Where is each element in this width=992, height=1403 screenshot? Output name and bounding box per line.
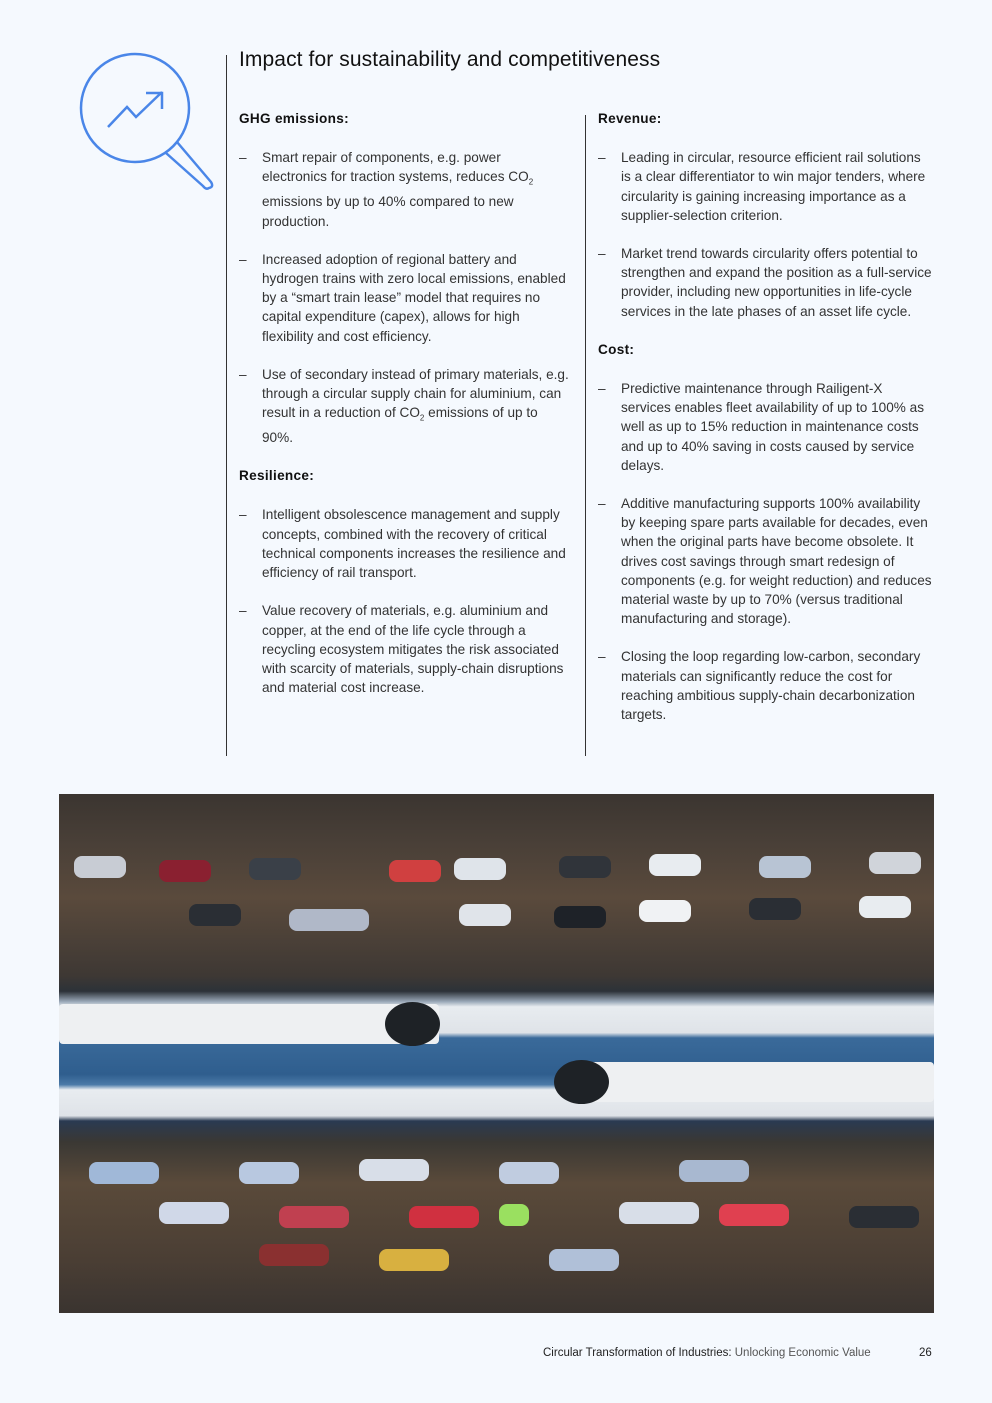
magnifier-trend-up-icon: [78, 52, 218, 192]
divider-middle: [585, 115, 586, 756]
section-heading-resilience: Resilience:: [239, 468, 315, 484]
aerial-photo-train-traffic: [59, 794, 934, 1313]
list-item: – Value recovery of materials, e.g. aluminium and copper, at the end of the life cycle through a recycling ecosystem mitigates the risk associated with scarcity of materials, supply-chain disruptions and material cost increase.: [239, 603, 564, 696]
list-item: – Smart repair of components, e.g. power electronics for traction systems, reduces $CO_2$ emissions by up to 40% compared to new production.: [239, 150, 534, 229]
page-title: Impact for sustainability and competitiveness: [239, 48, 661, 71]
left-column: [239, 109, 569, 716]
right-column: [598, 109, 934, 743]
list-item: – Closing the loop regarding low-carbon, secondary materials can significantly reduce the cost for reaching ambitious supply-chain decarbonization targets.: [598, 649, 921, 723]
list-item: – Leading in circular, resource efficient rail solutions is a clear differentiator to win major tenders, where circularity is gaining increasing importance as a supplier-selection criterion.: [598, 150, 926, 223]
section-heading-ghg: GHG emissions:: [239, 111, 349, 126]
list-item: – Use of secondary instead of primary materials, e.g. through a circular supply chain for aluminium, can result in a reduction of $CO_2$ emissions of up to 90%.: [239, 366, 569, 446]
divider-left: [226, 55, 227, 756]
page-number: 26: [919, 1347, 932, 1359]
list-item: – Market trend towards circularity offers potential to strengthen and expand the position as a full-service provider, including new opportunities in life-cycle services in the late phases of an asset life cycle.: [598, 246, 932, 319]
section-heading-revenue: Revenue:: [598, 111, 662, 126]
list-item: – Predictive maintenance through Railigent-X services enables fleet availability of up to 100% as well as up to 15% reduction in maintenance costs and up to 40% saving in costs caused by service delays.: [598, 381, 925, 473]
list-item: – Additive manufacturing supports 100% availability by keeping spare parts available for decades, even when the original parts have become obsolete. It drives cost savings through smart redesign of components (e.g. for weight reduction) and reduces material waste by up to 70% (versus traditional manufacturing and storage).: [598, 496, 932, 627]
list-item: – Intelligent obsolescence management and supply concepts, combined with the recovery of critical technical components increases the resilience and efficiency of rail transport.: [239, 507, 566, 581]
footer-title: Circular Transformation of Industries: Unlocking Economic Value: [543, 1347, 871, 1359]
section-heading-cost: Cost:: [598, 341, 635, 357]
list-item: – Increased adoption of regional battery and hydrogen trains with zero local emissions, enabled by a “smart train lease” model that requires no capital expenditure (capex), allows for high flexibility and cost efficiency.: [239, 251, 566, 344]
